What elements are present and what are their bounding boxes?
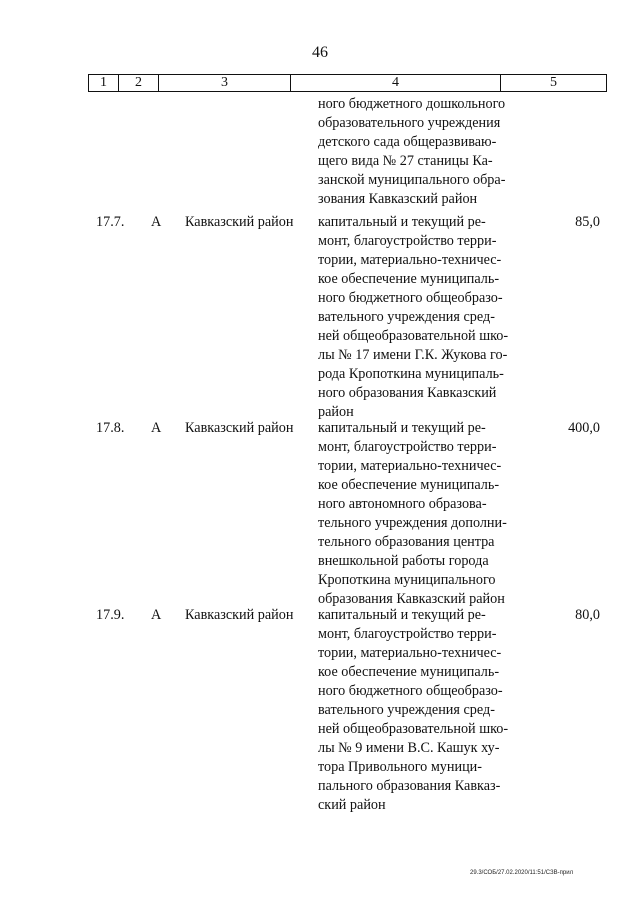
- description-line: ного бюджетного общеобразо-: [318, 683, 503, 699]
- description-line: тории, материально-техничес-: [318, 645, 502, 661]
- description-line: образования Кавказский район: [318, 591, 505, 607]
- description-line: вательного учреждения сред-: [318, 309, 495, 325]
- description-line: монт, благоустройство терри-: [318, 439, 497, 455]
- continuation-line: зования Кавказский район: [318, 191, 478, 207]
- description-line: внешкольной работы города: [318, 553, 489, 569]
- description-line: вательного учреждения сред-: [318, 702, 495, 718]
- description-line: Кропоткина муниципального: [318, 572, 496, 588]
- description-line: капитальный и текущий ре-: [318, 607, 486, 623]
- description-line: капитальный и текущий ре-: [318, 214, 486, 230]
- description-line: тора Привольного муници-: [318, 759, 482, 775]
- continuation-line: образовательного учреждения: [318, 115, 501, 131]
- row-amount: 400,0: [568, 420, 600, 436]
- header-col-4: 4: [291, 75, 501, 91]
- row-district: Кавказский район: [185, 607, 294, 623]
- continuation-line: ного бюджетного дошкольного: [318, 96, 506, 112]
- row-type: А: [151, 607, 162, 623]
- continuation-line: щего вида № 27 станицы Ка-: [318, 153, 493, 169]
- description-line: тории, материально-техничес-: [318, 252, 502, 268]
- continuation-line: занской муниципального обра-: [318, 172, 506, 188]
- page-number: 46: [312, 44, 328, 61]
- description-line: лы № 17 имени Г.К. Жукова го-: [318, 347, 508, 363]
- row-description: [318, 419, 518, 609]
- description-line: ного автономного образова-: [318, 496, 487, 512]
- description-line: ного образования Кавказский: [318, 385, 497, 401]
- header-col-5: 5: [550, 75, 557, 90]
- row-number: 17.9.: [96, 607, 125, 623]
- description-line: монт, благоустройство терри-: [318, 233, 497, 249]
- description-line: ней общеобразовательной шко-: [318, 721, 509, 737]
- table-header: [88, 74, 607, 92]
- description-line: кое обеспечение муниципаль-: [318, 271, 500, 287]
- header-col-1: 1: [89, 75, 119, 91]
- row-amount: 85,0: [575, 214, 600, 230]
- row-type: А: [151, 214, 162, 230]
- description-line: рода Кропоткина муниципаль-: [318, 366, 504, 382]
- description-line: кое обеспечение муниципаль-: [318, 477, 500, 493]
- description-line: район: [318, 404, 354, 420]
- row-description: [318, 213, 518, 422]
- description-line: пального образования Кавказ-: [318, 778, 501, 794]
- description-line: тории, материально-техничес-: [318, 458, 502, 474]
- description-line: тельного образования центра: [318, 534, 495, 550]
- description-line: капитальный и текущий ре-: [318, 420, 486, 436]
- header-col-3: 3: [159, 75, 291, 91]
- row-district: Кавказский район: [185, 420, 294, 436]
- description-line: кое обеспечение муниципаль-: [318, 664, 500, 680]
- description-line: ский район: [318, 797, 386, 813]
- row-number: 17.7.: [96, 214, 125, 230]
- row-district: Кавказский район: [185, 214, 294, 230]
- description-line: лы № 9 имени В.С. Кашук ху-: [318, 740, 500, 756]
- continuation-line: детского сада общеразвиваю-: [318, 134, 497, 150]
- row-description: [318, 606, 518, 815]
- footer-code: 29.3/СОБ/27.02.2020/11:51/СЗВ-прил: [470, 870, 574, 876]
- description-line: тельного учреждения дополни-: [318, 515, 507, 531]
- row-number: 17.8.: [96, 420, 125, 436]
- header-col-2: 2: [119, 75, 159, 91]
- description-line: монт, благоустройство терри-: [318, 626, 497, 642]
- description-line: ней общеобразовательной шко-: [318, 328, 509, 344]
- row-amount: 80,0: [575, 607, 600, 623]
- row-type: А: [151, 420, 162, 436]
- description-line: ного бюджетного общеобразо-: [318, 290, 503, 306]
- continuation-text: [318, 95, 518, 209]
